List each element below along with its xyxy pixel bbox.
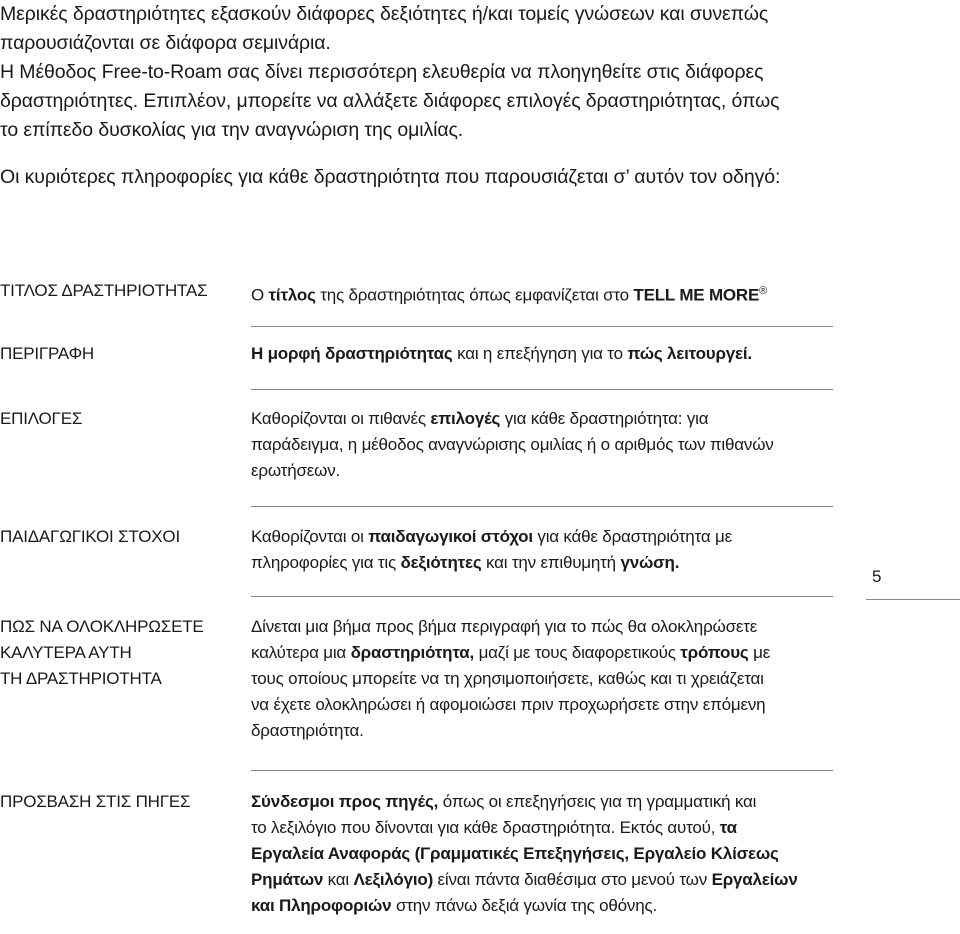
text: Καθορίζονται οι πιθανές	[251, 409, 431, 428]
text: καλύτερα μια	[251, 643, 351, 662]
label-line: ΚΑΛΥΤΕΡΑ ΑΥΤΗ	[0, 643, 132, 662]
row-description-section	[0, 341, 833, 367]
text: δραστηριότητα.	[251, 721, 364, 740]
bold-text: TELL ME MORE	[633, 285, 760, 305]
bold-text: Η μορφή δραστηριότητας	[251, 344, 453, 363]
intro-line: Μερικές δραστηριότητες εξασκούν διάφορες δεξιότητες ή/και τομείς γνώσεων και συνεπώς	[0, 3, 769, 25]
intro-paragraph-1	[0, 0, 860, 58]
bold-text: επιλογές	[430, 409, 501, 428]
intro-line: το επίπεδο δυσκολίας για την αναγνώριση της ομιλίας.	[0, 119, 464, 141]
text: τους οποίους μπορείτε να τη χρησιμοποιήσετε, καθώς και τι χρειάζεται	[251, 669, 764, 688]
text: στην πάνω δεξιά γωνία της οθόνης.	[391, 896, 657, 915]
text: και	[323, 870, 354, 889]
divider	[251, 596, 833, 597]
row-description	[251, 524, 833, 576]
text: της δραστηριότητας όπως εμφανίζεται στο	[315, 285, 634, 305]
divider	[251, 326, 833, 327]
intro-line: Οι κυριότερες πληροφορίες για κάθε δραστηριότητα που παρουσιάζεται σ’ αυτόν τον οδηγό:	[0, 166, 781, 188]
bold-text: γνώση.	[620, 553, 680, 572]
row-description	[251, 341, 833, 367]
bold-text: δραστηριότητα,	[350, 643, 475, 662]
row-title	[0, 278, 833, 309]
bold-text: Λεξιλόγιο)	[353, 870, 434, 889]
intro-paragraph-3	[0, 163, 860, 192]
intro-line: παρουσιάζονται σε διάφορα σεμινάρια.	[0, 32, 331, 54]
row-label: ΠΑΙΔΑΓΩΓΙΚΟΙ ΣΤΟΧΟΙ	[0, 527, 180, 546]
intro-line: δραστηριότητες. Επιπλέον, μπορείτε να αλλάξετε διάφορες επιλογές δραστηριότητας, όπως	[0, 90, 780, 112]
text: Ο	[251, 285, 269, 305]
bold-text: δεξιότητες	[400, 553, 482, 572]
text: όπως οι επεξηγήσεις για τη γραμματική και	[438, 792, 757, 811]
text: είναι πάντα διαθέσιμα στο μενού των	[433, 870, 712, 889]
row-description	[251, 789, 833, 919]
row-label: ΠΡΟΣΒΑΣΗ ΣΤΙΣ ΠΗΓΕΣ	[0, 792, 191, 811]
row-options	[0, 406, 833, 484]
text: και η επεξήγηση για το	[452, 344, 628, 363]
page-number-rule	[866, 599, 960, 600]
divider	[251, 770, 833, 771]
intro-line: Η Μέθοδος Free-to-Roam σας δίνει περισσότερη ελευθερία να πλοηγηθείτε στις διάφορες	[0, 61, 764, 83]
label-line: ΠΩΣ ΝΑ ΟΛΟΚΛΗΡΩΣΕΤΕ	[0, 617, 204, 636]
bold-text: Ρημάτων	[251, 870, 324, 889]
text: παράδειγμα, η μέθοδος αναγνώρισης ομιλίας ή ο αριθμός των πιθανών	[251, 435, 774, 454]
text: με	[748, 643, 771, 662]
row-label: ΕΠΙΛΟΓΕΣ	[0, 409, 83, 428]
row-label: ΠΕΡΙΓΡΑΦΗ	[0, 344, 95, 363]
bold-text: και Πληροφοριών	[251, 896, 392, 915]
row-goals	[0, 524, 833, 576]
divider	[251, 506, 833, 507]
text: Καθορίζονται οι	[251, 527, 369, 546]
bold-text: τίτλος	[268, 285, 316, 305]
bold-text: Εργαλείων	[711, 870, 798, 889]
label-line: ΤΗ ΔΡΑΣΤΗΡΙΟΤΗΤΑ	[0, 669, 162, 688]
text: πληροφορίες για τις	[251, 553, 401, 572]
bold-text: παιδαγωγικοί στόχοι	[368, 527, 533, 546]
intro-text	[0, 0, 860, 192]
text: Δίνεται μια βήμα προς βήμα περιγραφή για το πώς θα ολοκληρώσετε	[251, 617, 758, 636]
row-label: ΤΙΤΛΟΣ ΔΡΑΣΤΗΡΙΟΤΗΤΑΣ	[0, 281, 208, 300]
bold-text: πώς λειτουργεί.	[627, 344, 752, 363]
text: και την επιθυμητή	[481, 553, 621, 572]
bold-text: Σύνδεσμοι προς πηγές,	[251, 792, 439, 811]
row-sources	[0, 789, 833, 919]
bold-text: τρόπους	[680, 643, 749, 662]
bold-text: τα	[719, 818, 737, 837]
text: ερωτήσεων.	[251, 461, 341, 480]
text: το λεξιλόγιο που δίνονται για κάθε δραστηριότητα. Εκτός αυτού,	[251, 818, 720, 837]
bold-text: Εργαλεία Αναφοράς (Γραμματικές Επεξηγήσεις, Εργαλείο Κλίσεως	[251, 844, 779, 863]
row-description	[251, 406, 833, 484]
page-number: 5	[872, 567, 882, 586]
text: για κάθε δραστηριότητα με	[532, 527, 732, 546]
registered-mark: ®	[759, 285, 768, 297]
intro-paragraph-2	[0, 58, 860, 145]
text: μαζί με τους διαφορετικούς	[474, 643, 681, 662]
divider	[251, 389, 833, 390]
row-description	[251, 278, 833, 309]
row-label	[0, 614, 251, 744]
text: για κάθε δραστηριότητα: για	[500, 409, 709, 428]
row-description	[251, 614, 833, 744]
row-howto	[0, 614, 833, 744]
text: να έχετε ολοκληρώσει ή αφομοιώσει πριν προχωρήσετε στην επόμενη	[251, 695, 766, 714]
